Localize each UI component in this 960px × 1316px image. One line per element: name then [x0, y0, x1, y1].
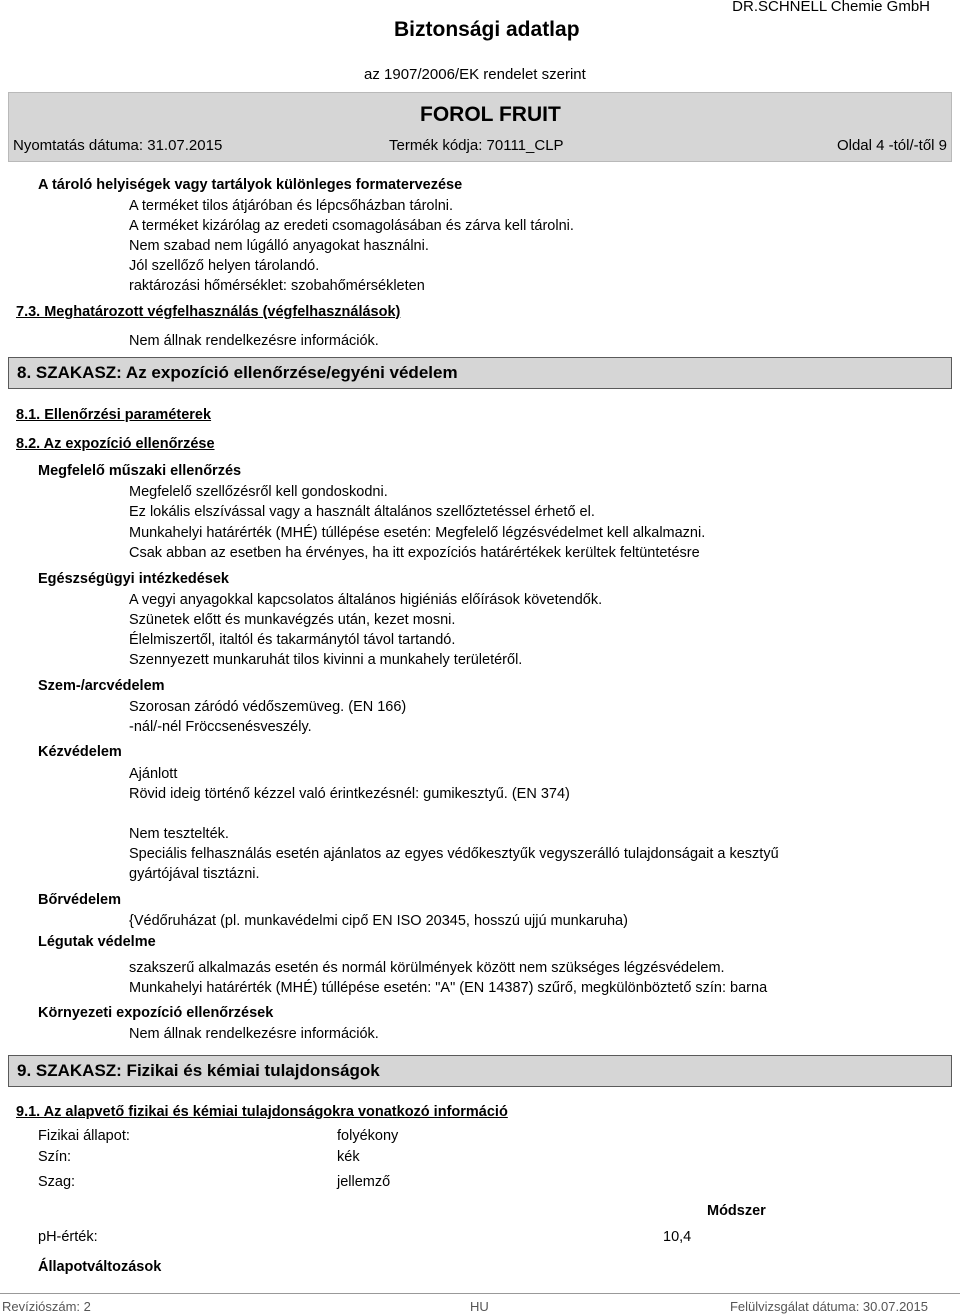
property-label: Fizikai állapot:	[38, 1128, 130, 1144]
engineering-controls-heading: Megfelelő műszaki ellenőrzés	[38, 463, 242, 479]
ph-label: pH-érték:	[38, 1229, 98, 1245]
language-code: HU	[470, 1299, 489, 1314]
product-name: FOROL FRUIT	[420, 103, 561, 126]
property-value: jellemző	[337, 1174, 391, 1190]
subsection-9-1-heading: 9.1. Az alapvető fizikai és kémiai tulajdonságokra vonatkozó információ	[16, 1104, 508, 1120]
property-label: Szag:	[38, 1174, 76, 1190]
skin-protection-heading: Bőrvédelem	[38, 892, 122, 908]
engineering-line: Csak abban az esetben ha érvényes, ha itt expozíciós határértékek kerültek feltüntetésre	[129, 545, 700, 561]
property-label: Szín:	[38, 1149, 72, 1165]
hand-protection-line: Speciális felhasználás esetén ajánlatos az egyes védőkesztyűk vegyszerálló tulajdonságait a kesztyű	[129, 846, 779, 862]
regulation-line: az 1907/2006/EK rendelet szerint	[364, 66, 586, 83]
eye-protection-heading: Szem-/arcvédelem	[38, 678, 165, 694]
engineering-line: Munkahelyi határérték (MHÉ) túllépése esetén: Megfelelő légzésvédelmet kell alkalmazni.	[129, 525, 706, 541]
state-changes-heading: Állapotváltozások	[38, 1259, 162, 1275]
hand-protection-line: gyártójával tisztázni.	[129, 866, 260, 882]
eye-protection-line: -nál/-nél Fröccsenésveszély.	[129, 719, 312, 735]
storage-heading: A tároló helyiségek vagy tartályok különleges formatervezése	[38, 177, 463, 193]
storage-line: Jól szellőző helyen tárolandó.	[129, 258, 320, 274]
skin-protection-text: {Védőruházat (pl. munkavédelmi cipő EN ISO 20345, hosszú ujjú munkaruha)	[129, 913, 628, 929]
ph-value: 10,4	[663, 1229, 692, 1245]
hand-protection-heading: Kézvédelem	[38, 744, 122, 760]
subsection-7-3-heading: 7.3. Meghatározott végfelhasználás (végfelhasználások)	[16, 304, 401, 320]
respiratory-line: szakszerű alkalmazás esetén és normál körülmények között nem szükséges légzésvédelem.	[129, 960, 725, 976]
review-date: Felülvizsgálat dátuma: 30.07.2015	[729, 1299, 928, 1314]
section-9-title: 9. SZAKASZ: Fizikai és kémiai tulajdonságok	[8, 1055, 952, 1087]
eye-protection-line: Szorosan záródó védőszemüveg. (EN 166)	[129, 699, 407, 715]
hygiene-heading: Egészségügyi intézkedések	[38, 571, 229, 587]
storage-line: A terméket kizárólag az eredeti csomagolásában és zárva kell tárolni.	[129, 218, 574, 234]
hand-protection-line: Nem tesztelték.	[129, 826, 229, 842]
hygiene-line: Élelmiszertől, italtól és takarmánytól távol tartandó.	[129, 632, 456, 648]
method-column-header: Módszer	[707, 1203, 766, 1219]
environmental-exposure-text: Nem állnak rendelkezésre információk.	[129, 1026, 379, 1042]
revision-number: Revíziószám: 2	[2, 1299, 91, 1314]
environmental-exposure-heading: Környezeti expozíció ellenőrzések	[38, 1005, 274, 1021]
property-value: folyékony	[337, 1128, 399, 1144]
hygiene-line: Szennyezett munkaruhát tilos kivinni a munkahely területéről.	[129, 652, 523, 668]
hand-protection-line: Rövid ideig történő kézzel való érintkezésnél: gumikesztyű. (EN 374)	[129, 786, 570, 802]
property-value: kék	[337, 1149, 360, 1165]
hand-protection-line: Ajánlott	[129, 766, 178, 782]
subsection-8-1-heading: 8.1. Ellenőrzési paraméterek	[16, 407, 212, 423]
header-band	[8, 92, 952, 162]
print-date: Nyomtatás dátuma: 31.07.2015	[13, 137, 223, 154]
respiratory-protection-heading: Légutak védelme	[38, 934, 156, 950]
product-code: Termék kódja: 70111_CLP	[389, 137, 564, 154]
engineering-line: Megfelelő szellőzésről kell gondoskodni.	[129, 484, 388, 500]
storage-line: Nem szabad nem lúgálló anyagokat használni.	[129, 238, 429, 254]
section-8-title: 8. SZAKASZ: Az expozíció ellenőrzése/egyéni védelem	[8, 357, 952, 389]
engineering-line: Ez lokális elszívással vagy a használt általános szellőztetéssel érhető el.	[129, 504, 595, 520]
storage-line: raktározási hőmérséklet: szobahőmérsékleten	[129, 278, 425, 294]
hygiene-line: A vegyi anyagokkal kapcsolatos általános higiéniás előírások követendők.	[129, 592, 603, 608]
page-number: Oldal 4 -tól/-től 9	[836, 137, 947, 154]
footer-rule	[0, 1293, 960, 1294]
storage-line: A terméket tilos átjáróban és lépcsőházban tárolni.	[129, 198, 454, 214]
document-title: Biztonsági adatlap	[394, 18, 580, 41]
hygiene-line: Szünetek előtt és munkavégzés után, kezet mosni.	[129, 612, 456, 628]
respiratory-line: Munkahelyi határérték (MHÉ) túllépése esetén: "A" (EN 14387) szűrő, megkülönböztető szín: barna	[129, 980, 768, 996]
company-name: DR.SCHNELL Chemie GmbH	[732, 0, 930, 15]
subsection-7-3-text: Nem állnak rendelkezésre információk.	[129, 333, 379, 349]
subsection-8-2-heading: 8.2. Az expozíció ellenőrzése	[16, 436, 215, 452]
